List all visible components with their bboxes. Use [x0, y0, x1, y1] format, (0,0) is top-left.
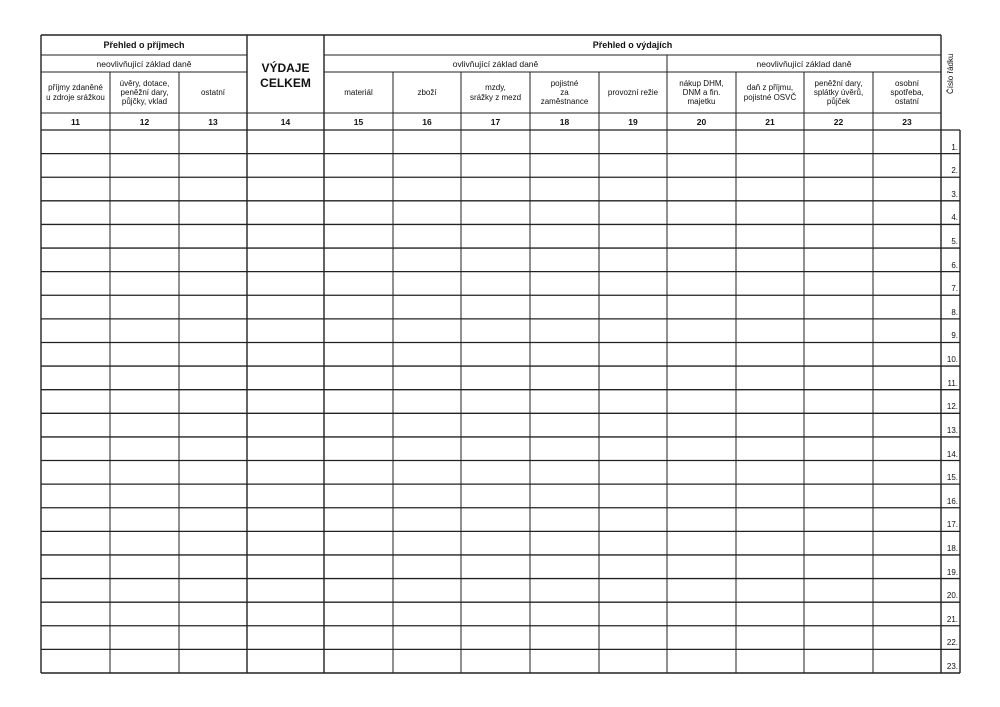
column-number-19: 19	[628, 116, 638, 127]
row-number-23: 23.	[946, 661, 958, 671]
row-number-12: 12.	[946, 402, 958, 412]
row-number-21: 21.	[946, 614, 958, 624]
row-number-18: 18.	[946, 543, 958, 553]
row-number-11: 11.	[947, 378, 958, 388]
column-header-18: pojistné za zaměstnance	[540, 78, 589, 107]
column-number-15: 15	[353, 116, 364, 127]
column-header-13: ostatní	[200, 87, 225, 97]
row-number-5: 5.	[951, 237, 958, 247]
row-number-19: 19.	[946, 567, 958, 577]
row-number-22: 22.	[946, 638, 958, 648]
column-number-13: 13	[208, 116, 218, 127]
column-header-17: mzdy, srážky z mezd	[469, 83, 522, 102]
column-header-20: nákup DHM, DNM a fin. majetku	[679, 78, 724, 107]
row-number-9: 9.	[951, 331, 958, 341]
column-header-16: zboží	[417, 87, 437, 97]
column-number-17: 17	[490, 116, 501, 127]
row-number-3: 3.	[951, 189, 958, 199]
income-title: Přehled o příjmech	[103, 40, 185, 50]
column-number-20: 20	[696, 116, 707, 127]
row-number-17: 17.	[946, 520, 958, 530]
expenses-title: Přehled o výdajích	[592, 40, 673, 50]
column-number-18: 18	[559, 116, 570, 127]
row-number-8: 8.	[951, 307, 958, 317]
column-header-15: materiál	[344, 87, 373, 97]
total-expenses-heading: VÝDAJE CELKEM	[260, 61, 311, 90]
row-number-13: 13.	[946, 425, 958, 435]
column-number-23: 23	[902, 116, 912, 127]
row-number-7: 7.	[951, 284, 958, 294]
row-number-15: 15.	[946, 473, 958, 483]
column-header-19: provozní režie	[607, 87, 659, 97]
column-header-12: úvěry, dotace, peněžní dary, půjčky, vklad	[119, 78, 170, 107]
expenses-affecting-label: ovlivňující základ daně	[452, 58, 539, 69]
row-number-20: 20.	[946, 591, 958, 601]
row-number-6: 6.	[951, 260, 958, 270]
column-header-22: peněžní dary, splátky úvěrů, půjček	[813, 78, 864, 107]
row-number-2: 2.	[951, 166, 958, 176]
income-nonaffecting-label: neovlivňující základ daně	[96, 58, 192, 69]
row-number-14: 14.	[946, 449, 958, 459]
row-number-10: 10.	[946, 355, 958, 365]
column-number-22: 22	[833, 116, 844, 127]
column-number-14: 14	[280, 116, 291, 127]
column-header-23: osobní spotřeba, ostatní	[890, 78, 924, 107]
expenses-nonaffecting-label: neovlivňující základ daně	[756, 58, 852, 69]
column-number-21: 21	[765, 116, 775, 127]
column-header-11: příjmy zdaněné u zdroje srážkou	[46, 83, 105, 102]
row-number-1: 1.	[951, 142, 958, 152]
row-number-heading: Číslo řádku	[946, 53, 955, 95]
column-number-11: 11	[71, 116, 80, 127]
column-header-21: daň z příjmu, pojistné OSVČ	[743, 83, 797, 102]
column-number-12: 12	[139, 116, 150, 127]
row-number-4: 4.	[951, 213, 958, 223]
row-number-16: 16.	[946, 496, 958, 506]
column-number-16: 16	[422, 116, 432, 127]
